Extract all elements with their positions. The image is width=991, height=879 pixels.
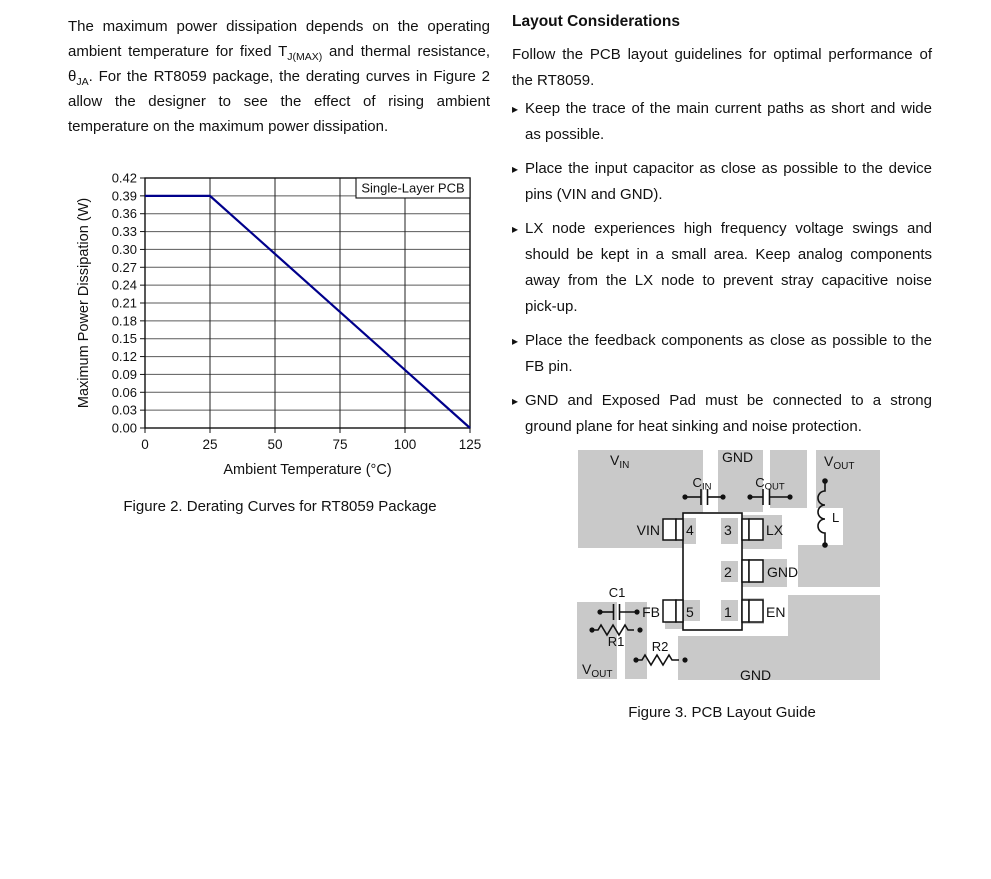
y-tick-label: 0.39 bbox=[111, 188, 137, 204]
component-label-cin: CIN bbox=[692, 475, 712, 493]
pin-2-lead bbox=[742, 560, 749, 582]
pour-right-mid bbox=[798, 545, 880, 587]
bullet-icon: ▸ bbox=[512, 222, 519, 236]
pin-4-vin bbox=[663, 519, 676, 540]
pin-4-lead bbox=[676, 519, 683, 540]
pin-label-vin: VIN bbox=[636, 522, 660, 538]
pin-1-lead bbox=[742, 600, 749, 622]
bullet-text: Keep the trace of the main current paths as short and wide as possible. bbox=[525, 100, 932, 143]
pcb-layout-figure bbox=[572, 445, 884, 693]
y-tick-label: 0.00 bbox=[111, 420, 137, 436]
list-item bbox=[512, 156, 932, 208]
x-tick-label: 75 bbox=[332, 437, 348, 452]
y-tick-label: 0.12 bbox=[111, 349, 137, 365]
bullet-icon: ▸ bbox=[512, 394, 519, 408]
component-label-l: L bbox=[832, 510, 840, 525]
figure2-caption: Figure 2. Derating Curves for RT8059 Package bbox=[123, 498, 437, 515]
bullet-text: GND and Exposed Pad must be connected to a strong ground plane for heat sinking and noise protection. bbox=[525, 392, 932, 435]
pin-number-4: 4 bbox=[686, 522, 694, 538]
component-label-r2: R2 bbox=[651, 639, 669, 654]
y-tick-label: 0.42 bbox=[111, 170, 137, 186]
x-tick-label: 50 bbox=[267, 437, 283, 452]
y-tick-label: 0.18 bbox=[111, 313, 137, 329]
legend-label: Single-Layer PCB bbox=[361, 180, 465, 196]
layout-guidelines-list bbox=[512, 96, 932, 448]
y-tick-label: 0.09 bbox=[111, 366, 137, 382]
pour-inductor-strip bbox=[843, 508, 880, 545]
series-line bbox=[145, 196, 470, 428]
bullet-text: LX node experiences high frequency voltage swings and should be kept in a small area. Keep analog components away from the LX node to prevent stray capacitive noise pick-up. bbox=[525, 220, 932, 315]
y-tick-label: 0.24 bbox=[111, 277, 137, 293]
list-item bbox=[512, 216, 932, 320]
y-tick-label: 0.33 bbox=[111, 224, 137, 240]
list-item bbox=[512, 96, 932, 148]
figure3-caption: Figure 3. PCB Layout Guide bbox=[628, 704, 816, 721]
component-label-cout: COUT bbox=[755, 475, 785, 493]
x-axis-title: Ambient Temperature (°C) bbox=[223, 462, 392, 478]
pin-1-en bbox=[749, 600, 763, 622]
pin-5-lead bbox=[676, 600, 683, 622]
section-intro: Follow the PCB layout guidelines for optimal performance of the RT8059. bbox=[512, 46, 932, 89]
net-label-vout-top: $V_{OUT}$ bbox=[824, 453, 855, 472]
x-tick-label: 125 bbox=[458, 437, 482, 452]
bullet-icon: ▸ bbox=[512, 102, 519, 116]
bullet-icon: ▸ bbox=[512, 162, 519, 176]
pin-label-gnd: GND bbox=[767, 564, 799, 580]
y-tick-label: 0.30 bbox=[111, 241, 137, 257]
net-label-gnd-bottom: GND bbox=[740, 667, 772, 683]
pin-label-lx: LX bbox=[766, 522, 784, 538]
x-tick-label: 100 bbox=[393, 437, 417, 452]
pin-2-gnd bbox=[749, 560, 763, 582]
y-tick-label: 0.36 bbox=[111, 206, 137, 222]
y-tick-label: 0.21 bbox=[111, 295, 137, 311]
pin-label-fb: FB bbox=[642, 604, 660, 620]
net-label-vout-bottom: $V_{OUT}$ bbox=[582, 661, 613, 680]
bullet-text: Place the input capacitor as close as possible to the device pins (VIN and GND). bbox=[525, 160, 932, 203]
pin-number-5: 5 bbox=[686, 604, 694, 620]
y-tick-label: 0.03 bbox=[111, 402, 137, 418]
component-label-r1: R1 bbox=[607, 634, 625, 649]
pcb-layout-svg bbox=[572, 445, 884, 688]
net-label-gnd-top: GND bbox=[722, 449, 754, 465]
x-tick-label: 0 bbox=[141, 437, 149, 452]
pin-3-lead bbox=[742, 519, 749, 540]
net-label-vin-top: $V_{IN}$ bbox=[610, 452, 630, 471]
list-item bbox=[512, 328, 932, 380]
bullet-text: Place the feedback components as close as possible to the FB pin. bbox=[525, 332, 932, 375]
bullet-icon: ▸ bbox=[512, 334, 519, 348]
y-tick-label: 0.06 bbox=[111, 384, 137, 400]
intro-paragraph: The maximum power dissipation depends on the operating ambient temperature for fixed $T_{J(MAX)}$ and thermal resistance, $\theta_{JA}$. For the RT8059 package, the derating curves in Figure 2 allow the designer to see the effect of rising ambient temperature on the maximum power dissipation. bbox=[68, 18, 490, 135]
pin-5-fb bbox=[663, 600, 676, 622]
x-tick-label: 25 bbox=[202, 437, 218, 452]
component-label-c1: C1 bbox=[608, 585, 626, 600]
pin-number-2: 2 bbox=[724, 564, 732, 580]
derating-chart-svg bbox=[72, 168, 484, 484]
section-heading: Layout Considerations bbox=[512, 13, 680, 30]
pin-number-1: 1 bbox=[724, 604, 732, 620]
pin-3-lx bbox=[749, 519, 763, 540]
y-tick-label: 0.27 bbox=[111, 259, 137, 275]
derating-chart bbox=[72, 168, 484, 489]
list-item bbox=[512, 388, 932, 440]
pour-cout bbox=[770, 450, 807, 508]
y-axis-title: Maximum Power Dissipation (W) bbox=[76, 197, 92, 409]
y-tick-label: 0.15 bbox=[111, 331, 137, 347]
pour-gnd-bottom bbox=[678, 636, 880, 680]
pin-number-3: 3 bbox=[724, 522, 732, 538]
pin-label-en: EN bbox=[766, 604, 786, 620]
